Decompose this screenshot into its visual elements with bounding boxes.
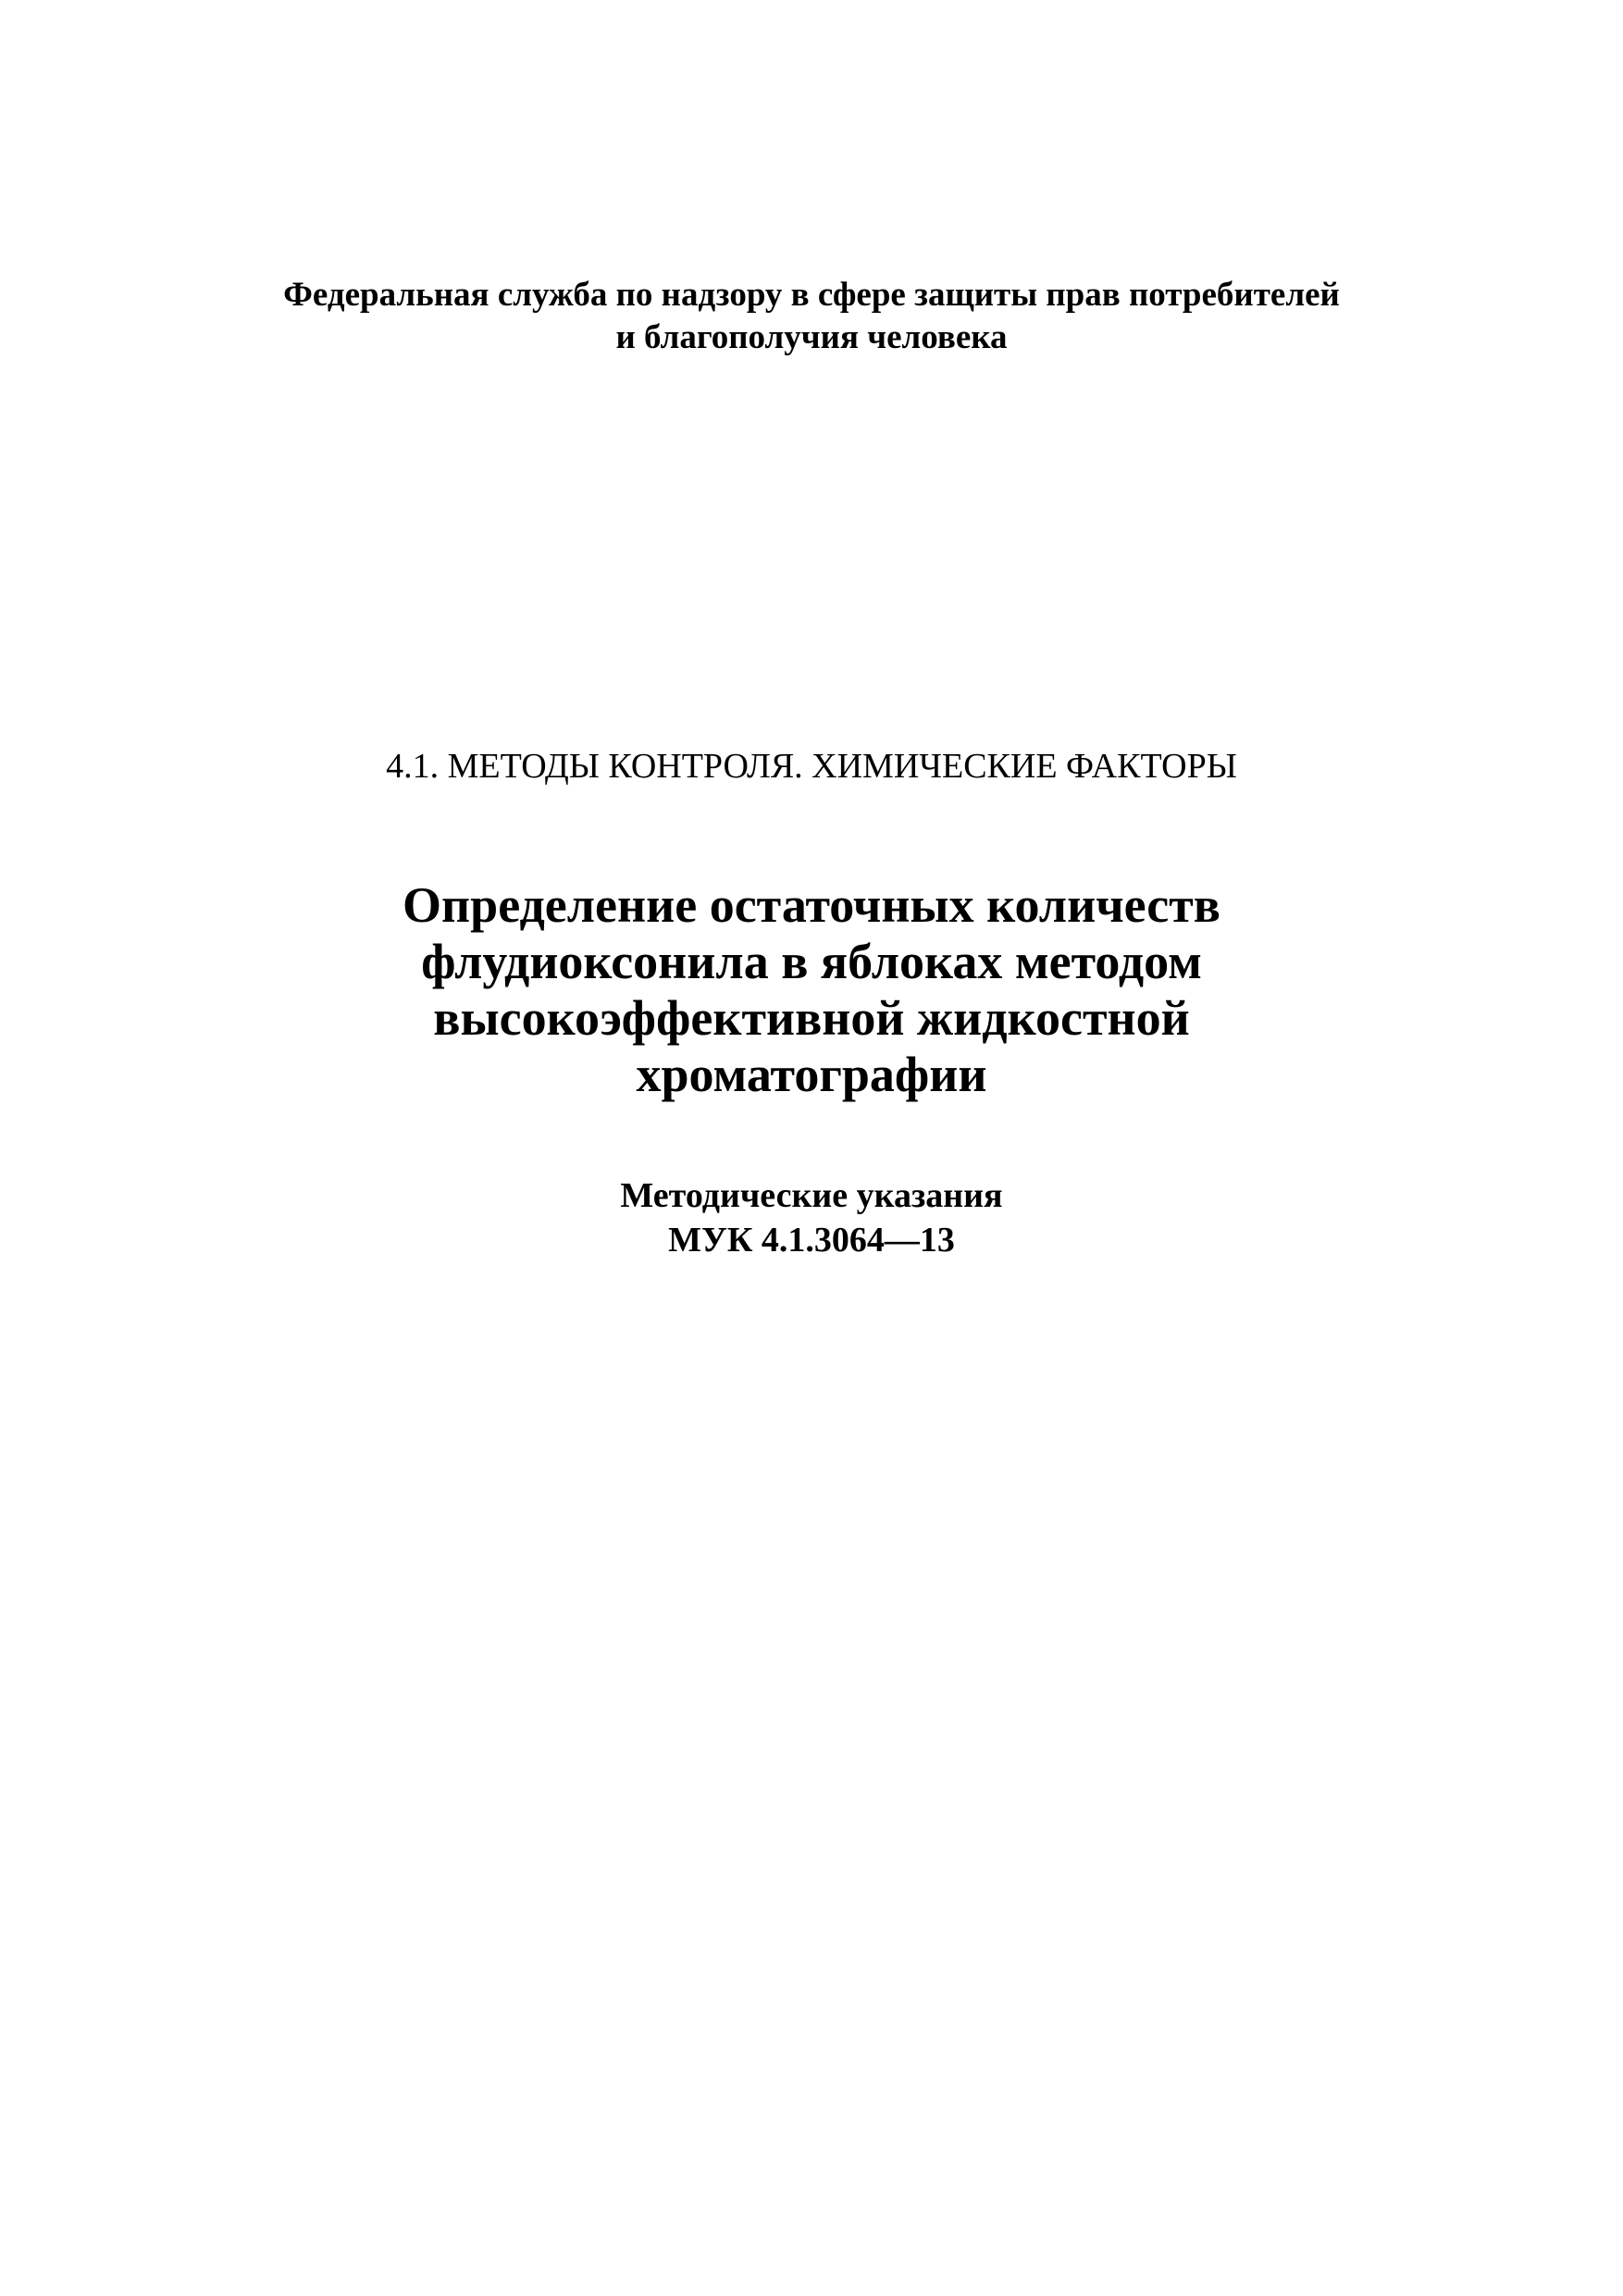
document-type: Методические указания xyxy=(620,1176,1003,1215)
document-number: МУК 4.1.3064—13 xyxy=(668,1221,955,1260)
document-title xyxy=(0,877,1623,1103)
title-line-1: Определение остаточных количеств xyxy=(403,877,1220,933)
document-designation xyxy=(0,1173,1623,1262)
agency-name xyxy=(0,274,1623,359)
section-heading: 4.1. МЕТОДЫ КОНТРОЛЯ. ХИМИЧЕСКИЕ ФАКТОРЫ xyxy=(386,747,1237,786)
agency-name-line-1: Федеральная служба по надзору в сфере защиты прав потребителей xyxy=(283,276,1340,314)
title-line-2: флудиоксонила в яблоках методом xyxy=(421,934,1202,989)
title-line-4: хроматографии xyxy=(636,1047,987,1102)
agency-name-line-2: и благополучия человека xyxy=(615,318,1008,356)
title-line-3: высокоэффективной жидкостной xyxy=(433,990,1190,1046)
